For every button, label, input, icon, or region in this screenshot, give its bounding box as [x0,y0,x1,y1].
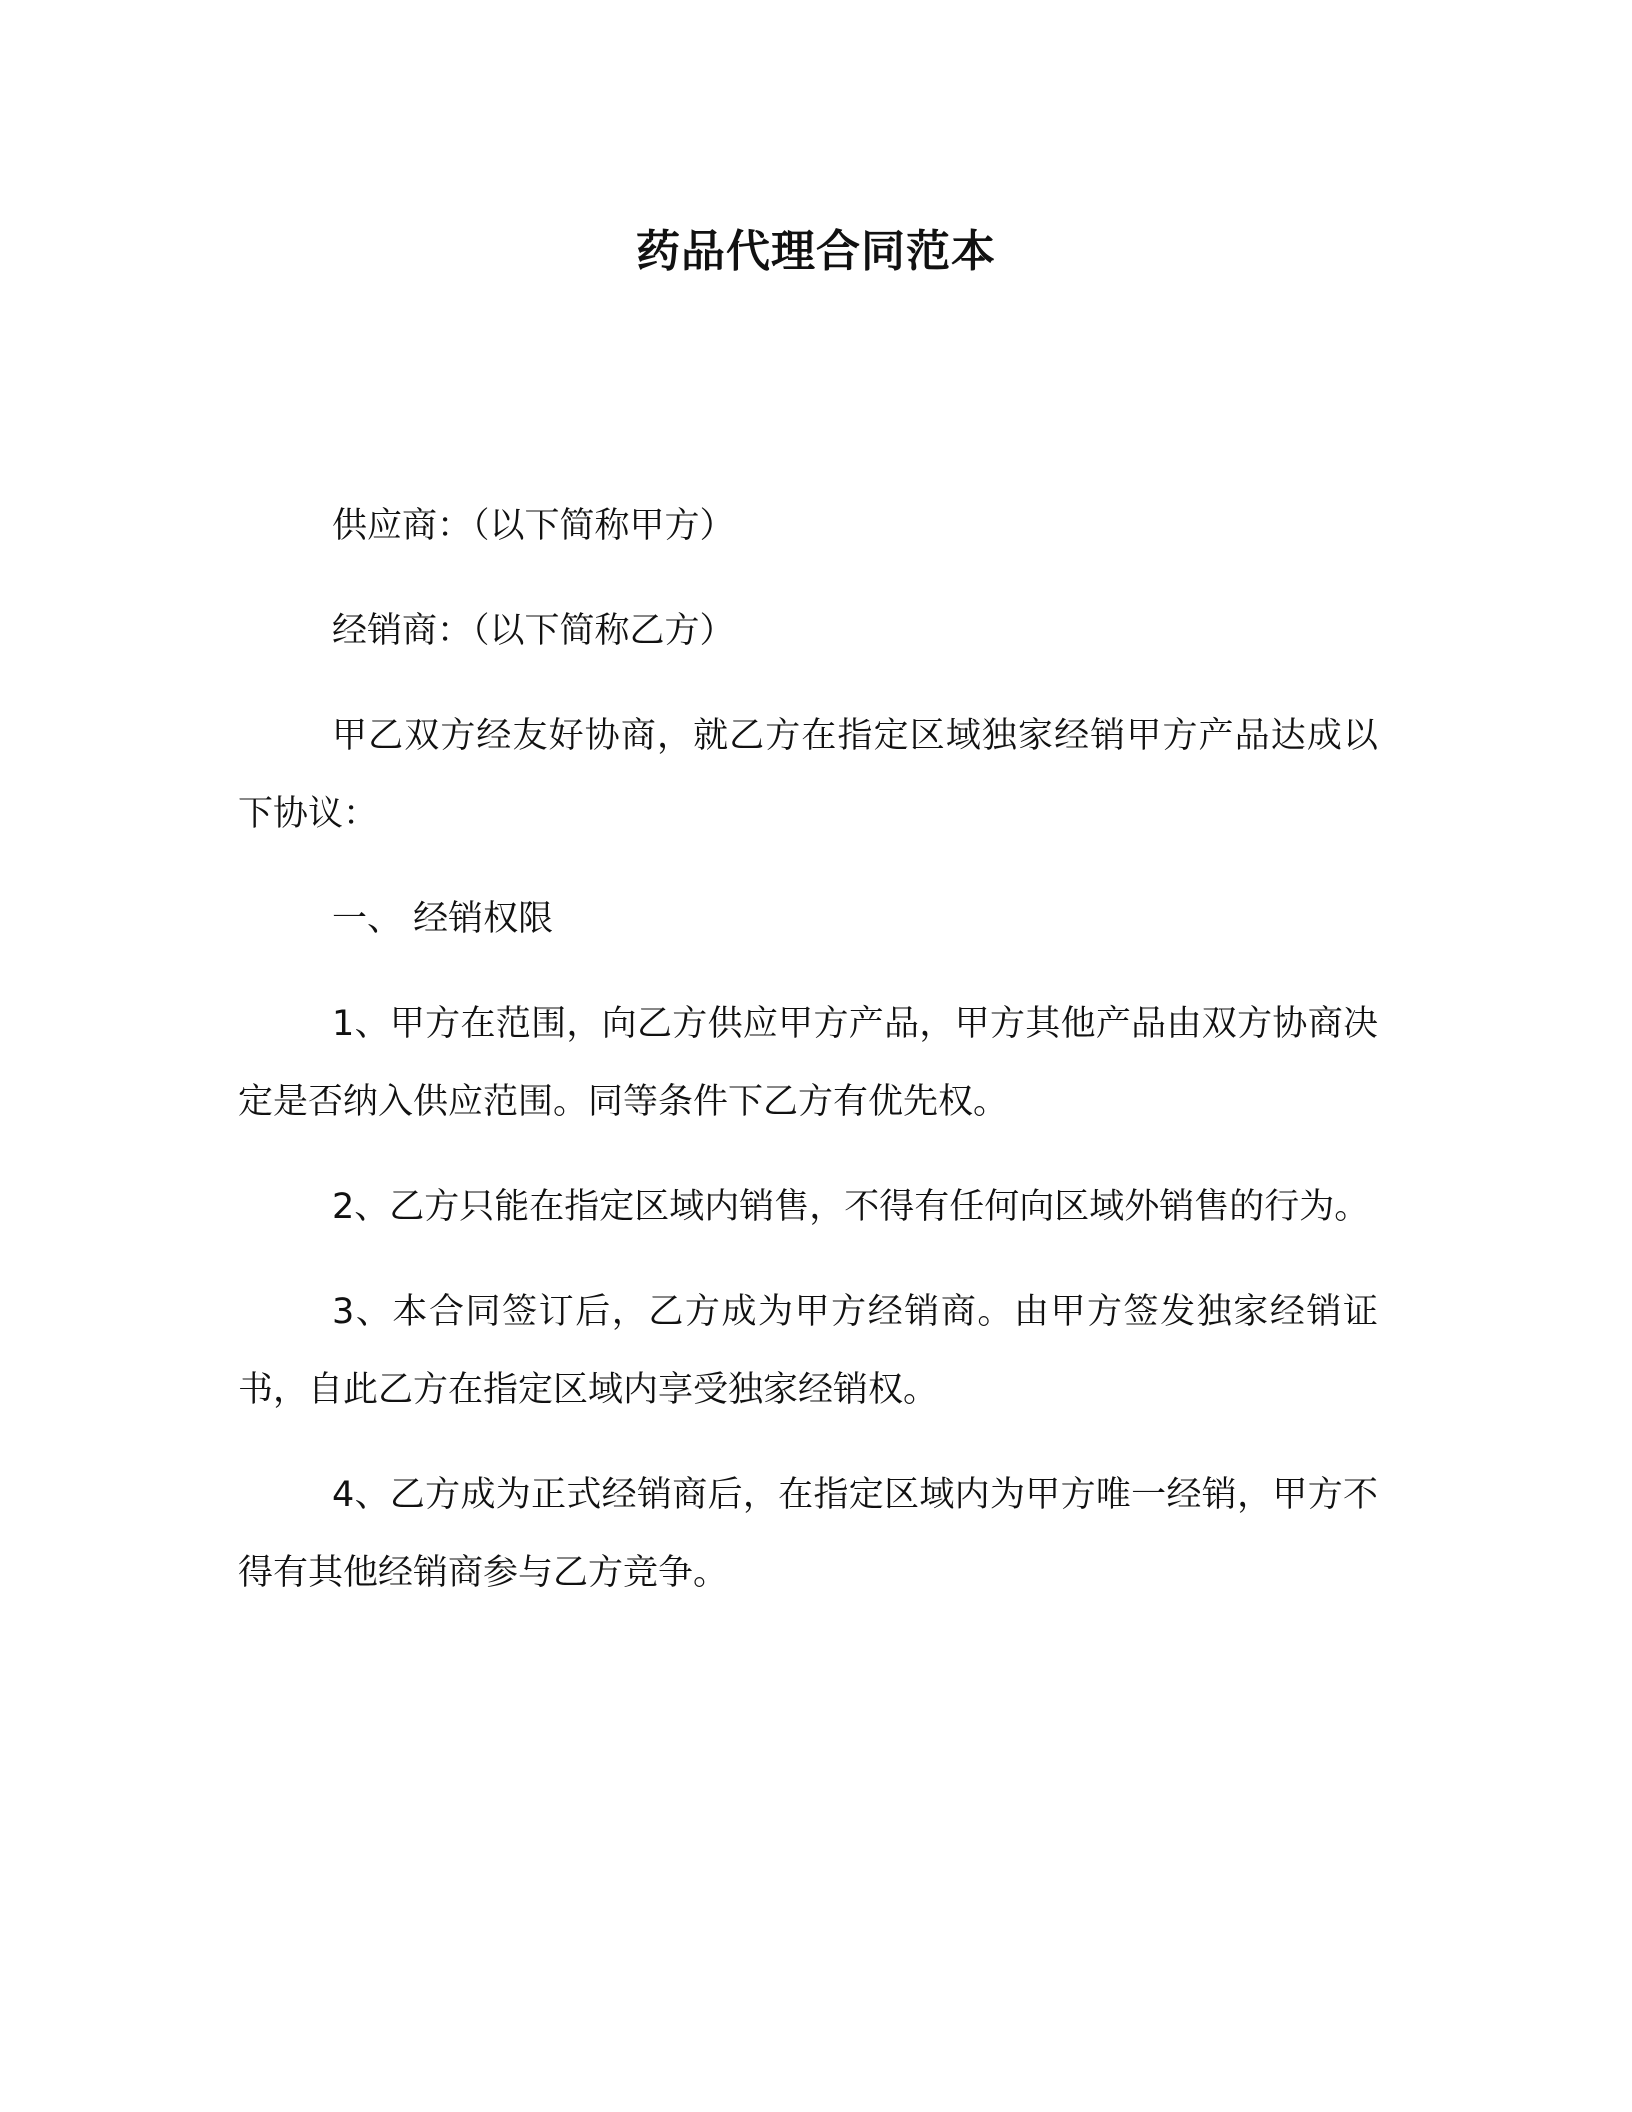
document-body [238,487,1378,1639]
supplier-line: 供应商：（以下简称甲方） [332,506,735,546]
clause-2: 2、乙方只能在指定区域内销售，不得有任何向区域外销售的行为。 [332,1187,1370,1227]
clause-1: 1、甲方在范围，向乙方供应甲方产品，甲方其他产品由双方协商决定是否纳入供应范围。同等条件下乙方有优先权。 [238,1004,1378,1122]
section-heading: 一、 经销权限 [332,899,554,939]
clause-3: 3、本合同签订后，乙方成为甲方经销商。由甲方签发独家经销证书，自此乙方在指定区域内享受独家经销权。 [238,1292,1378,1410]
clause-4: 4、乙方成为正式经销商后，在指定区域内为甲方唯一经销，甲方不得有其他经销商参与乙方竞争。 [238,1475,1378,1593]
intro-paragraph: 甲乙双方经友好协商，就乙方在指定区域独家经销甲方产品达成以下协议： [238,716,1378,834]
distributor-line: 经销商：（以下简称乙方） [332,611,735,651]
document-title: 药品代理合同范本 [636,226,996,277]
